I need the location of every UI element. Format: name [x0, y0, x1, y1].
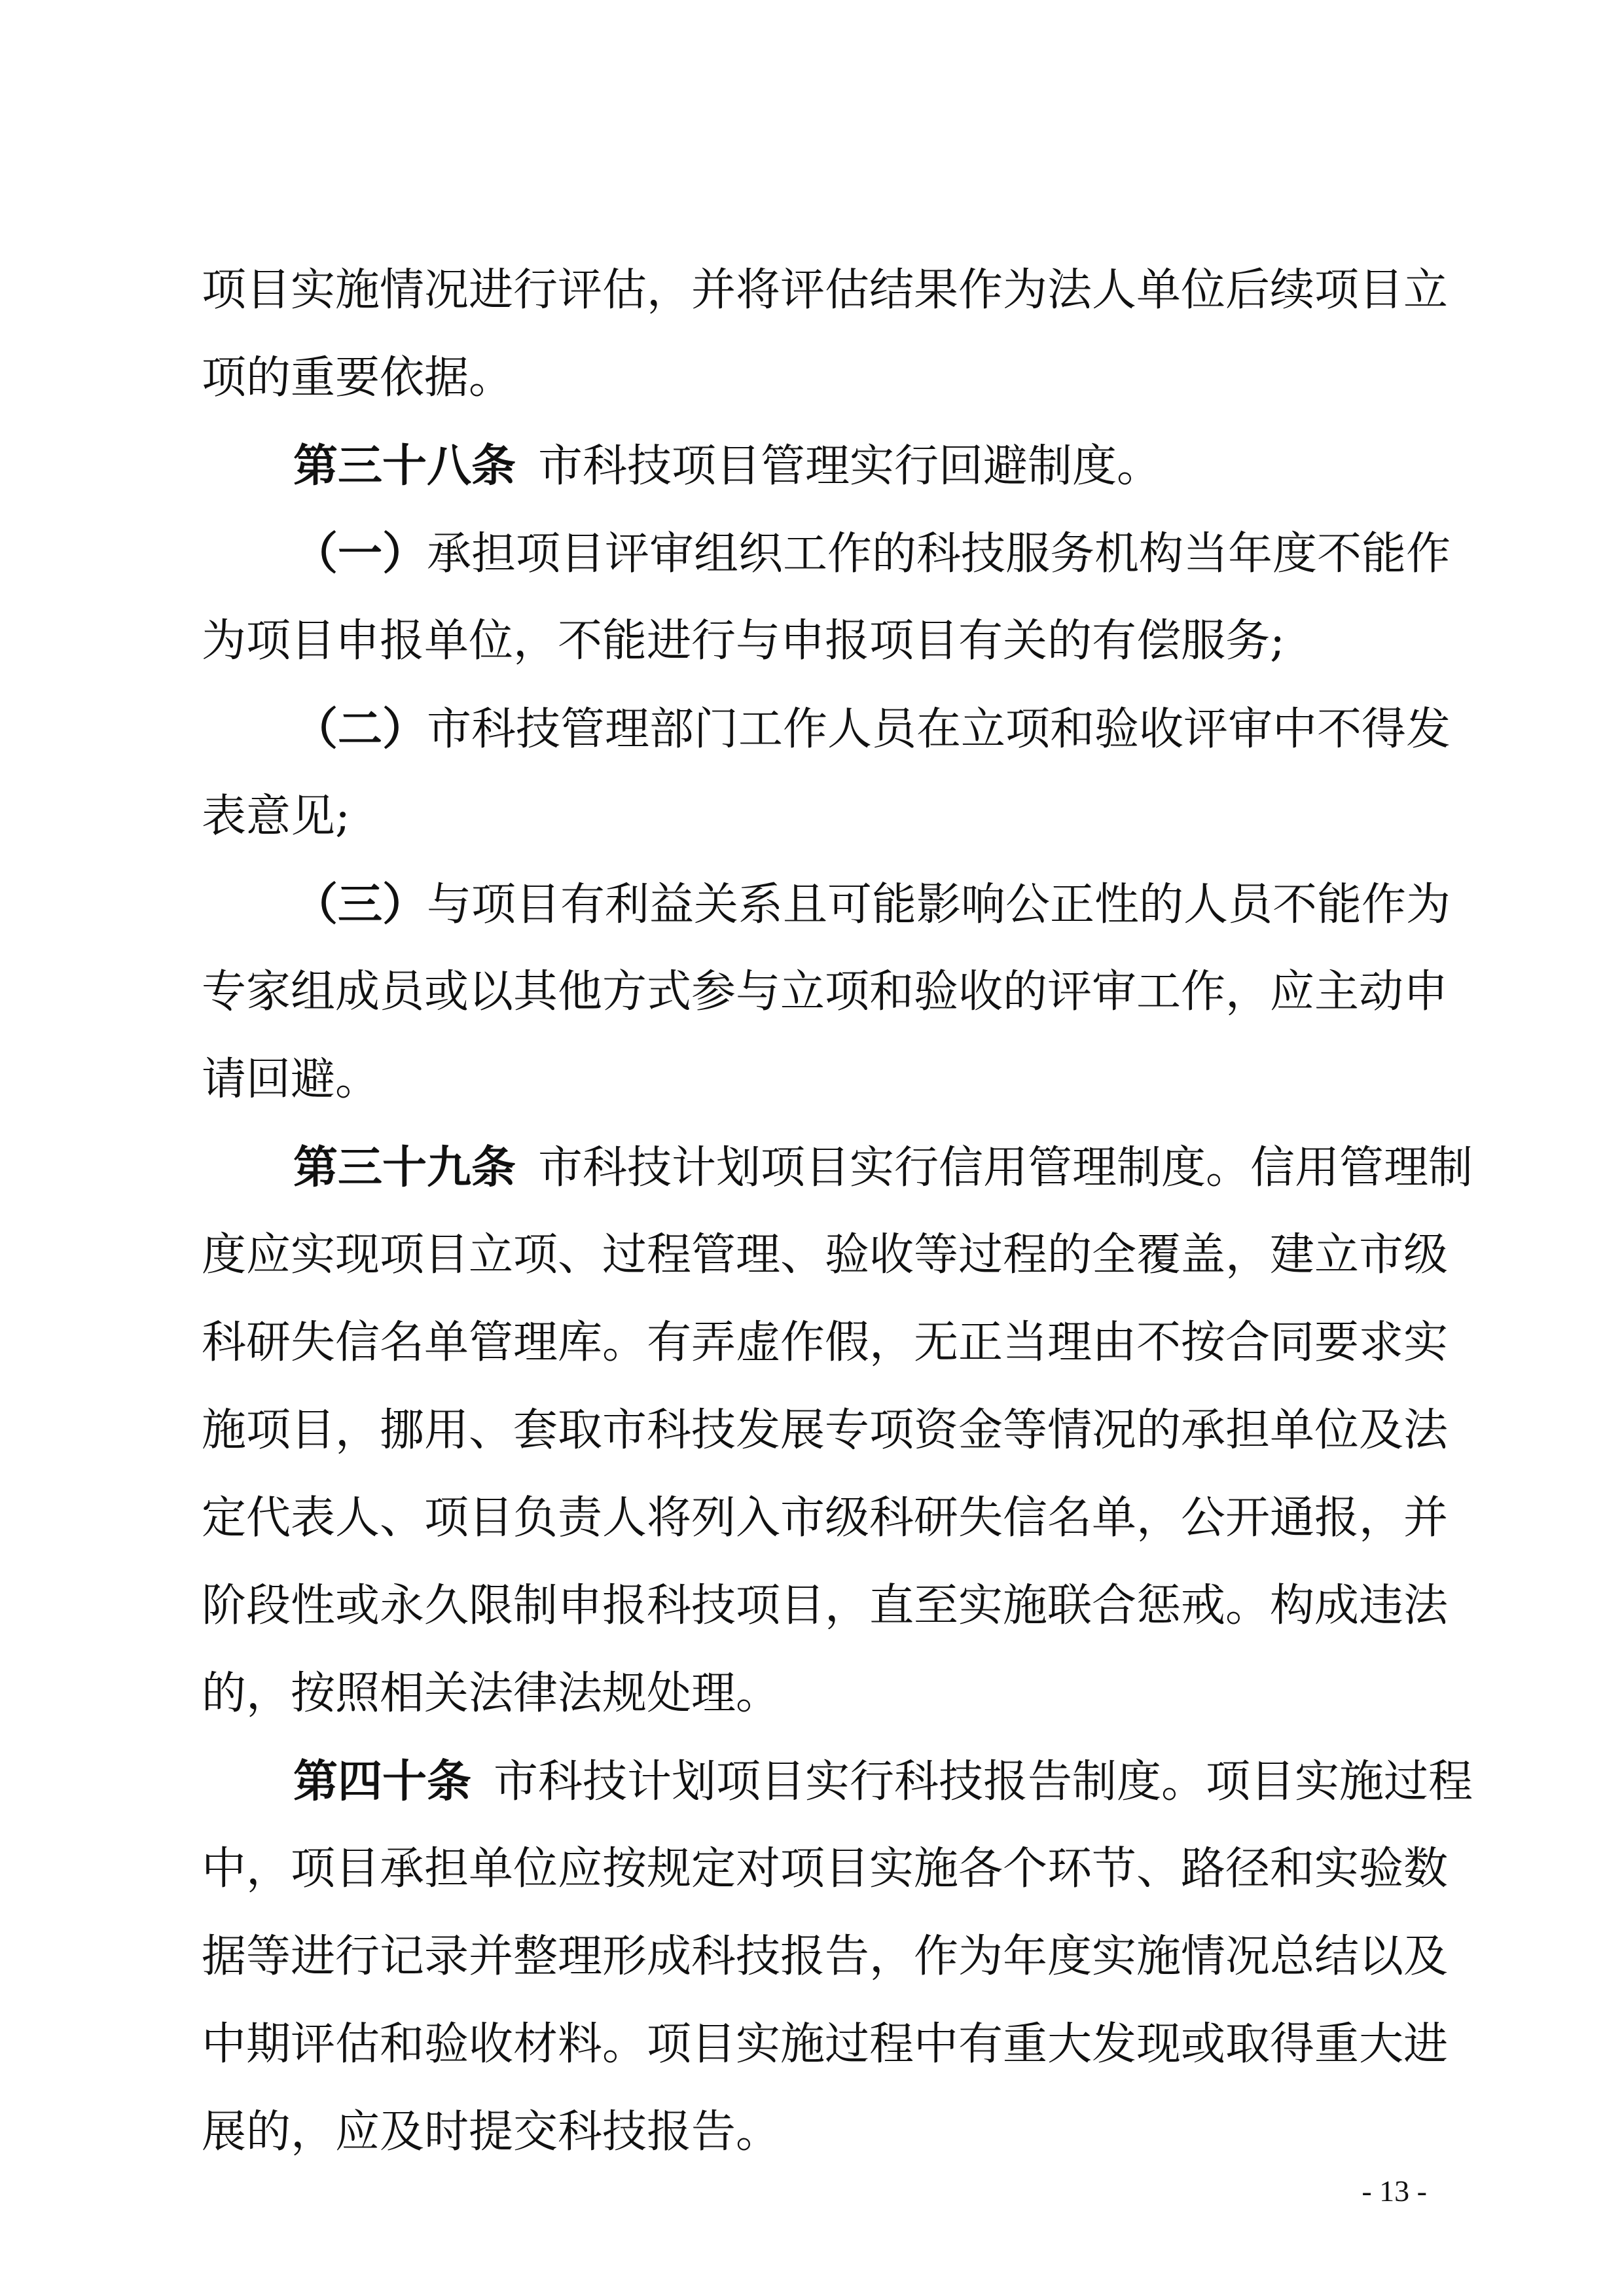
line-text: 中，项目承担单位应按规定对项目实施各个环节、路径和实验数: [202, 1843, 1449, 1895]
article-heading: 第三十九条: [293, 1141, 516, 1194]
text-line: [202, 785, 1427, 848]
item-marker: （二）: [293, 703, 427, 755]
line-text: 项的重要依据。: [202, 352, 514, 404]
article-40-line: [293, 1750, 1473, 1813]
text-line: [202, 2101, 1427, 2164]
line-text: 定代表人、项目负责人将列入市级科研失信名单，公开通报，并: [202, 1492, 1449, 1544]
line-text: 项目实施情况进行评估，并将评估结果作为法人单位后续项目立: [202, 264, 1449, 316]
text-line: [202, 1926, 1449, 1988]
line-text: 的，按照相关法律法规处理。: [202, 1668, 781, 1719]
line-text: 请回避。: [202, 1054, 380, 1105]
item-2-line: [293, 698, 1451, 761]
item-3-line: [293, 873, 1451, 936]
article-38-line: [293, 435, 1427, 497]
line-text: 承担项目评审组织工作的科技服务机构当年度不能作: [427, 528, 1451, 580]
line-text: 据等进行记录并整理形成科技报告，作为年度实施情况总结以及: [202, 1931, 1449, 1982]
text-line: [202, 1049, 1427, 1111]
item-marker: （三）: [293, 878, 427, 931]
text-line: [202, 347, 1427, 410]
text-line: [202, 259, 1449, 322]
article-39-line: [293, 1136, 1473, 1199]
article-heading: 第三十八条: [293, 440, 516, 492]
text-line: [202, 961, 1449, 1024]
line-text: 市科技计划项目实行信用管理制度。信用管理制: [538, 1142, 1473, 1194]
line-text: 专家组成员或以其他方式参与立项和验收的评审工作，应主动申: [202, 966, 1449, 1018]
line-text: 度应实现项目立项、过程管理、验收等过程的全覆盖，建立市级: [202, 1229, 1449, 1281]
text-line: [202, 1312, 1449, 1374]
line-text: 表意见;: [202, 791, 350, 842]
line-text: 为项目申报单位，不能进行与申报项目有关的有偿服务;: [202, 615, 1285, 667]
text-line: [202, 610, 1427, 673]
text-line: [202, 2013, 1449, 2076]
line-text: 施项目，挪用、套取市科技发展专项资金等情况的承担单位及法: [202, 1405, 1449, 1456]
text-line: [202, 1487, 1449, 1550]
text-line: [202, 1838, 1449, 1901]
line-text: 中期评估和验收材料。项目实施过程中有重大发现或取得重大进: [202, 2018, 1449, 2070]
item-marker: （一）: [293, 528, 427, 580]
page-number: - 13 -: [1362, 2174, 1427, 2208]
text-line: [202, 1399, 1449, 1462]
line-text: 阶段性或永久限制申报科技项目，直至实施联合惩戒。构成违法: [202, 1580, 1449, 1632]
item-1-line: [293, 522, 1451, 585]
line-text: 展的，应及时提交科技报告。: [202, 2106, 781, 2158]
line-text: 与项目有利益关系且可能影响公正性的人员不能作为: [427, 879, 1451, 931]
article-heading: 第四十条: [293, 1755, 472, 1808]
line-text: 市科技管理部门工作人员在立项和验收评审中不得发: [427, 704, 1451, 755]
line-text: 市科技项目管理实行回避制度。: [538, 440, 1162, 492]
text-line: [202, 1224, 1449, 1287]
text-line: [202, 1575, 1449, 1638]
line-text: 市科技计划项目实行科技报告制度。项目实施过程: [494, 1756, 1473, 1808]
text-line: [202, 1662, 1427, 1725]
line-text: 科研失信名单管理库。有弄虚作假，无正当理由不按合同要求实: [202, 1317, 1449, 1369]
